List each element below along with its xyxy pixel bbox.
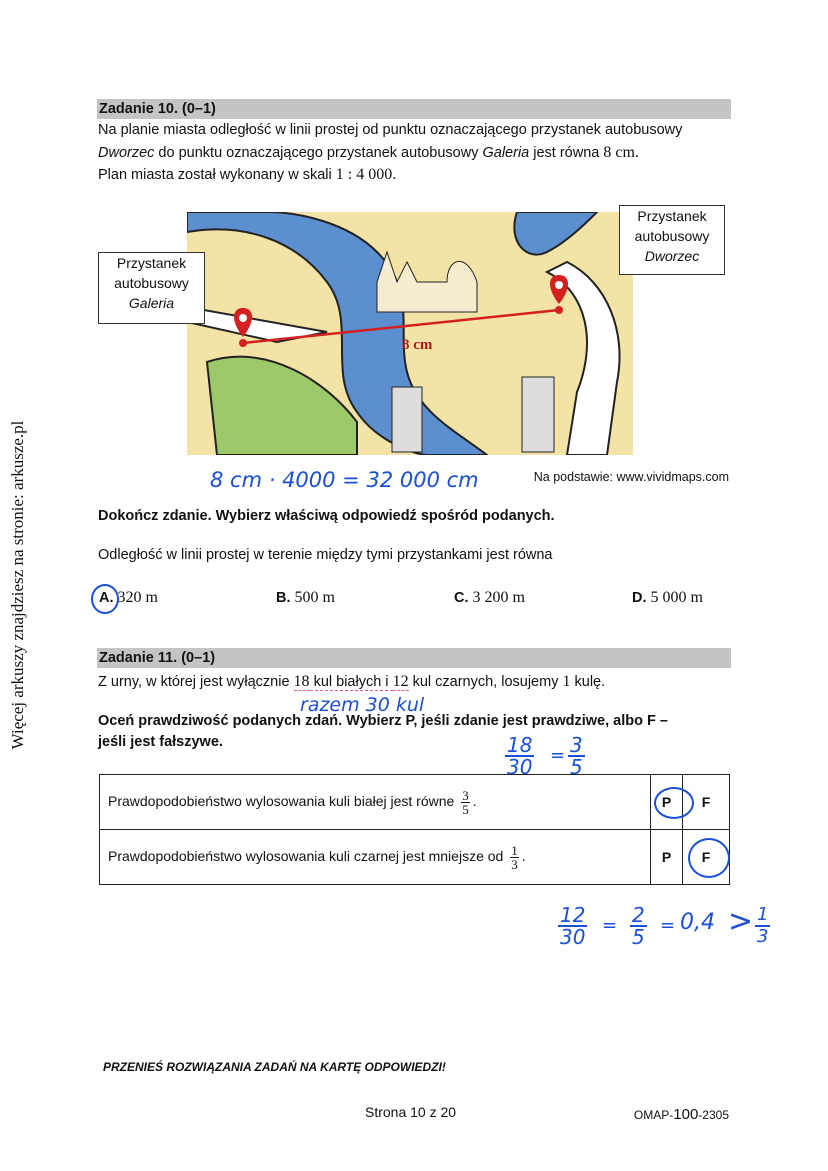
l: P <box>661 849 672 865</box>
scale: 1 : 4 000. <box>335 166 397 183</box>
task11-instruction-1: Oceń prawdziwość podanych zdań. Wybierz P, jeśli zdanie jest prawdziwe, albo F – <box>98 713 668 729</box>
black-count: 12 <box>392 673 409 690</box>
dworzec: Dworzec <box>98 145 155 161</box>
page-number: Strona 10 z 20 <box>365 1104 457 1120</box>
n: 12 <box>560 903 586 927</box>
task10-instruction: Dokończ zdanie. Wybierz właściwą odpowiedź spośród podanych. <box>98 508 555 524</box>
option-value: 320 m <box>117 589 158 606</box>
true-false-table <box>99 774 730 885</box>
option-p[interactable] <box>651 775 683 830</box>
galeria-callout <box>98 252 205 324</box>
handwritten-calculation: 8 cm · 4000 = 32 000 cm <box>210 468 479 492</box>
hand-fraction <box>558 905 587 947</box>
fraction <box>510 844 519 871</box>
l: Przystanek <box>116 255 187 271</box>
option-b[interactable] <box>276 589 335 607</box>
option-d[interactable] <box>632 589 703 607</box>
transfer-note: PRZENIEŚ ROZWIĄZANIA ZADAŃ NA KARTĘ ODPOWIEDZI! <box>103 1060 446 1074</box>
option-f[interactable] <box>683 775 730 830</box>
n: 18 <box>507 733 533 757</box>
d: 5 <box>570 755 583 779</box>
l: Dworzec <box>644 248 700 264</box>
t: kul czarnych, losujemy <box>408 674 563 690</box>
hand-fraction <box>630 905 647 947</box>
tower <box>392 387 422 452</box>
t: Plan miasta został wykonany w skali <box>98 167 336 183</box>
hand-fraction <box>505 735 534 777</box>
n: 1 <box>757 904 769 925</box>
option-c[interactable] <box>454 589 525 607</box>
city-map <box>187 212 633 455</box>
table-row <box>100 775 730 830</box>
task11-header: Zadanie 11. (0–1) <box>97 648 731 668</box>
l: autobusowy <box>114 275 189 291</box>
l: P <box>661 794 672 810</box>
task10-header: Zadanie 10. (0–1) <box>97 99 731 119</box>
t: Z urny, w której jest wyłącznie <box>98 674 294 690</box>
answer-circle <box>688 838 730 878</box>
t: OMAP- <box>633 1108 674 1122</box>
task10-question: Odległość w linii prostej w terenie między tymi przystankami jest równa <box>98 547 553 563</box>
option-f[interactable] <box>683 830 730 885</box>
handwritten-total: razem 30 kul <box>300 694 425 716</box>
gt: > <box>728 904 754 939</box>
t: . <box>472 792 477 809</box>
eq: = <box>550 745 566 766</box>
d: 5 <box>632 925 645 949</box>
l: F <box>701 794 711 810</box>
task11-instruction-2: jeśli jest fałszywe. <box>98 734 223 750</box>
eq: = <box>660 915 676 936</box>
d: 3 <box>511 856 518 872</box>
hand-fraction <box>568 735 585 777</box>
t: Prawdopodobieństwo wylosowania kuli białej jest równe <box>108 792 455 809</box>
d: 30 <box>560 925 586 949</box>
option-value: 500 m <box>294 589 335 606</box>
l: autobusowy <box>634 228 710 244</box>
n: 3 <box>570 733 583 757</box>
side-note: Więcej arkuszy znajdziesz na stronie: arkusze.pl <box>8 420 27 750</box>
fraction <box>461 789 470 816</box>
option-letter: B. <box>276 590 291 606</box>
t: jest równa <box>529 145 604 161</box>
l: Galeria <box>128 295 175 311</box>
t: Prawdopodobieństwo wylosowania kuli czarnej jest mniejsze od <box>108 847 504 864</box>
distance: 8 cm. <box>603 144 639 161</box>
eq: = <box>602 915 618 936</box>
task11-line <box>98 673 605 691</box>
t: do punktu oznaczającego przystanek autobusowy <box>154 145 483 161</box>
d: 3 <box>757 926 769 947</box>
n: 1 <box>511 842 518 858</box>
t: 100 <box>673 1106 699 1123</box>
white-count: 18 <box>293 673 310 690</box>
n: 3 <box>462 787 469 803</box>
statement <box>100 830 651 885</box>
d: 5 <box>462 801 469 817</box>
option-value: 3 200 m <box>472 589 525 606</box>
galeria: Galeria <box>482 145 530 161</box>
statement <box>100 775 651 830</box>
map-source: Na podstawie: www.vividmaps.com <box>533 470 729 484</box>
decimal: 0,4 <box>680 910 715 935</box>
option-letter: A. <box>99 590 114 606</box>
exam-code <box>634 1106 729 1123</box>
draw-count: 1 <box>562 673 571 690</box>
t: kulę. <box>570 674 606 690</box>
option-value: 5 000 m <box>650 589 703 606</box>
l: F <box>701 849 711 865</box>
t: kul białych i <box>309 674 393 690</box>
task10-line2 <box>98 144 639 162</box>
task10-line3 <box>98 166 396 184</box>
t: . <box>521 847 526 864</box>
hand-fraction <box>755 905 770 947</box>
d: 30 <box>507 755 533 779</box>
n: 2 <box>632 903 645 927</box>
t: -2305 <box>698 1108 729 1122</box>
dworzec-callout <box>619 205 725 275</box>
tower <box>522 377 554 452</box>
table-row <box>100 830 730 885</box>
option-p[interactable] <box>651 830 683 885</box>
l: Przystanek <box>637 208 707 224</box>
answer-circle <box>91 584 119 614</box>
option-letter: C. <box>454 590 469 606</box>
option-letter: D. <box>632 590 647 606</box>
distance-label: 8 cm <box>402 337 433 353</box>
task10-line1: Na planie miasta odległość w linii prostej od punktu oznaczającego przystanek autobusowy <box>98 122 683 138</box>
